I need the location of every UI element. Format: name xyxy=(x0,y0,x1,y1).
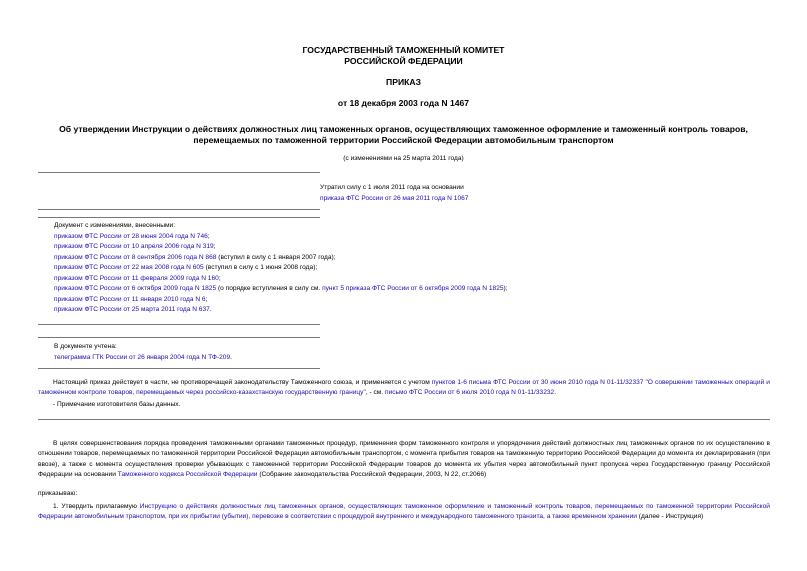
divider xyxy=(38,368,320,369)
divider xyxy=(38,419,770,420)
considered-item: телеграмма ГТК России от 26 января 2004 года N ТФ-209. xyxy=(54,353,232,361)
amendments-heading: Документ с изменениями, внесенными: xyxy=(54,222,176,229)
divider xyxy=(38,172,320,173)
amendment-item: приказом ФТС России от 11 января 2010 года N 6; xyxy=(54,295,208,303)
doc-date: от 18 декабря 2003 года N 1467 xyxy=(337,98,470,108)
org-name-line2: РОССИЙСКОЙ ФЕДЕРАЦИИ xyxy=(344,56,463,66)
amendments-block xyxy=(54,221,754,316)
amendment-link[interactable]: приказом ФТС России от 10 апреля 2006 года N 319 xyxy=(54,243,214,250)
org-name-line1: ГОСУДАРСТВЕННЫЙ ТАМОЖЕННЫЙ КОМИТЕТ xyxy=(302,45,505,55)
amendment-link[interactable]: приказом ФТС России от 28 июня 2004 года N 746 xyxy=(54,232,208,240)
amendment-link[interactable]: приказом ФТС России от 25 марта 2011 года N 637 xyxy=(54,306,210,313)
telegram-link[interactable]: телеграмма ГТК России от 26 января 2004 года N ТФ-209 xyxy=(54,353,231,361)
letter-link[interactable]: пунктов 1-6 письма ФТС России от 30 июня 2010 года N 01-11/32337 "О совершении таможенных операций и таможенном контроле товаров, перемещаемых через российско-казахстанскую государственную границу" xyxy=(38,379,770,397)
amendment-item: приказом ФТС России от 8 сентября 2006 года N 868 (вступил в силу с 1 января 2007 года); xyxy=(54,253,336,261)
order-item-1: 1. Утвердить прилагаемую Инструкцию о действиях должностных лиц таможенных органов, осуществляющих таможенное оформление и таможенный контроль товаров, перемещаемых по таможенной территории Российской Федерации автомобильным транспортом, при их прибытии (убытии), перевозке в соответствии с процедурой внутреннего и международного таможенного транзита, а также временном хранении (далее - Инструкция) xyxy=(38,503,770,521)
amendment-item: приказом ФТС России от 6 октября 2009 года N 1825 (о порядке вступления в силу см. пункт 5 приказа ФТС России от 6 октября 2009 года N 1825); xyxy=(54,285,508,292)
amendment-link[interactable]: приказом ФТС России от 6 октября 2009 года N 1825 xyxy=(54,285,217,292)
instruction-link[interactable]: Инструкцию о действиях должностных лиц таможенных органов, осуществляющих таможенное оформление и таможенный контроль товаров, перемещаемых по таможенной территории Российской Федерации автомобильным транспортом, при их прибытии (убытии), перевозке в соответствии с процедурой внутреннего и международного таможенного транзита, а также временном хранении xyxy=(38,503,770,521)
amendment-link[interactable]: приказом ФТС России от 11 января 2010 года N 6 xyxy=(54,295,206,303)
doc-title: Об утверждении Инструкции о действиях должностных лиц таможенных органов, осуществляющих таможенное оформление и таможенный контроль товаров, перемещаемых по таможенной территории Российской Федерации автомобильным транспортом xyxy=(59,124,748,145)
divider xyxy=(38,209,320,210)
lost-force-line: Утратил силу с 1 июля 2011 года на основании xyxy=(320,184,464,191)
changes-note: (с изменениями на 25 марта 2011 года) xyxy=(343,155,464,162)
validity-note: Настоящий приказ действует в части, не противоречащей законодательству Таможенного союза, и применяется с учетом пунктов 1-6 письма ФТС России от 30 июня 2010 года N 01-11/32337 "О совершении таможенных операций и таможенном контроле товаров, перемещаемых через российско-казахстанскую государственную границу", - см. письмо ФТС России от 6 июля 2010 года N 01-11/33232. xyxy=(38,379,770,397)
amendment-item: приказом ФТС России от 25 марта 2011 года N 637. xyxy=(54,306,212,313)
db-footnote: - Примечание изготовителя базы данных. xyxy=(53,401,181,408)
order-word: приказываю: xyxy=(38,490,78,497)
preamble-paragraph: В целях совершенствования порядка проведения таможенными органами таможенных процедур, применения форм таможенного контроля и упорядочения действий должностных лиц таможенных органов по их осуществлению в отношении товаров, перемещаемых по таможенной территории Российской Федерации автомобильным транспортом, с момента прибытия товаров на таможенную территорию Российской Федерации до момента их декларирования (при ввозе), а также с момента осуществления проверки убывающих с таможенной территории Российской Федерации товаров до момента их убытия через автомобильный пункт пропуска через Государственную границу Российской Федерации на основании Таможенного кодекса Российской Федерации (Собрание законодательства Российской Федерации, 2003, N 22, ст.2066) xyxy=(38,440,770,479)
amendment-link[interactable]: приказом ФТС России от 22 мая 2008 года N 605 xyxy=(54,264,204,271)
lost-force-link[interactable]: приказа ФТС России от 26 мая 2011 года N 1067 xyxy=(320,195,469,202)
divider xyxy=(38,324,320,325)
amendment-item: приказом ФТС России от 28 июня 2004 года N 746; xyxy=(54,232,210,240)
letter-link-2[interactable]: письмо ФТС России от 6 июля 2010 года N 01-11/33232 xyxy=(385,389,555,397)
amendment-link[interactable]: приказом ФТС России от 8 сентября 2006 года N 868 xyxy=(54,253,217,261)
divider xyxy=(38,217,320,218)
doc-type: ПРИКАЗ xyxy=(386,77,421,87)
amendment-link[interactable]: приказом ФТС России от 11 февраля 2009 года N 160 xyxy=(54,274,219,282)
divider xyxy=(38,337,320,338)
considered-block xyxy=(54,342,454,363)
considered-heading: В документе учтена: xyxy=(54,343,117,350)
amendment-item: приказом ФТС России от 22 мая 2008 года N 605 (вступил в силу с 1 июня 2008 года); xyxy=(54,264,318,271)
customs-code-link[interactable]: Таможенного кодекса Российской Федерации xyxy=(117,471,258,479)
amendment-item: приказом ФТС России от 10 апреля 2006 года N 319; xyxy=(54,243,216,250)
amendment-point-link[interactable]: пункт 5 приказа ФТС России от 6 октября 2009 года N 1825 xyxy=(322,285,504,292)
amendment-item: приказом ФТС России от 11 февраля 2009 года N 160; xyxy=(54,274,221,282)
